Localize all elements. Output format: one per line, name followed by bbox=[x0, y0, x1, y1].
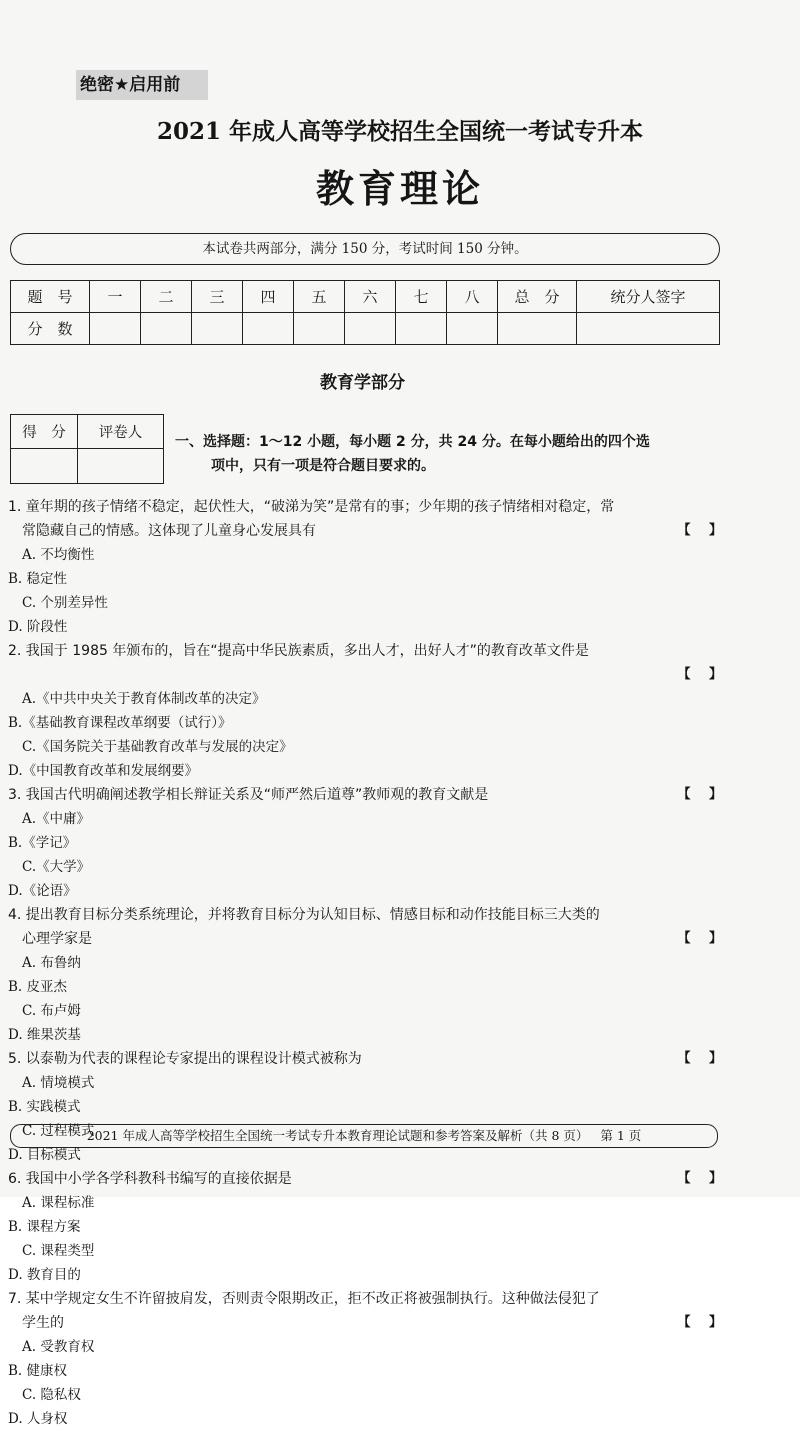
option-b[interactable]: B.《学记》 bbox=[8, 835, 77, 851]
score-input-cell[interactable] bbox=[498, 313, 577, 345]
option-b[interactable]: B. 皮亚杰 bbox=[8, 979, 68, 995]
question-stem-line: 学生的 bbox=[22, 1315, 64, 1331]
grader-score-label: 得 分 bbox=[11, 415, 78, 449]
footer-text: 2021 年成人高等学校招生全国统一考试专升本教育理论试题和参考答案及解析（共 8 页） bbox=[86, 1128, 589, 1143]
answer-bracket[interactable]: 【 】 bbox=[677, 523, 722, 538]
score-cell: 二 bbox=[141, 281, 192, 313]
option-c[interactable]: C.《大学》 bbox=[22, 859, 91, 875]
option-a[interactable]: A.《中共中央关于教育体制改革的决定》 bbox=[22, 691, 266, 707]
score-cell: 六 bbox=[345, 281, 396, 313]
option-a[interactable]: A. 受教育权 bbox=[22, 1339, 95, 1355]
option-b[interactable]: B. 课程方案 bbox=[8, 1219, 81, 1235]
grader-score-input[interactable] bbox=[11, 449, 78, 484]
answer-bracket[interactable]: 【 】 bbox=[677, 1171, 722, 1186]
option-d[interactable]: D.《论语》 bbox=[8, 883, 77, 899]
option-d[interactable]: D. 目标模式 bbox=[8, 1147, 81, 1163]
question-stem-line: 常隐藏自己的情感。这体现了儿童身心发展具有 bbox=[22, 523, 316, 539]
question-list bbox=[8, 495, 726, 1431]
option-b[interactable]: B.《基础教育课程改革纲要（试行）》 bbox=[8, 715, 232, 731]
question-stem-line: 3. 我国古代明确阐述教学相长辩证关系及“师严然后道尊”教师观的教育文献是 bbox=[8, 787, 489, 803]
question-stem-line: 2. 我国于 1985 年颁布的，旨在“提高中华民族素质，多出人才，出好人才”的教育改革文件是 bbox=[8, 643, 589, 659]
question-stem-line: 4. 提出教育目标分类系统理论，并将教育目标分为认知目标、情感目标和动作技能目标三大类的 bbox=[8, 907, 600, 923]
answer-bracket[interactable]: 【 】 bbox=[677, 667, 722, 682]
score-cell: 题 号 bbox=[11, 281, 90, 313]
option-a[interactable]: A. 不均衡性 bbox=[22, 547, 95, 563]
option-d[interactable]: D. 教育目的 bbox=[8, 1267, 81, 1283]
option-b[interactable]: B. 稳定性 bbox=[8, 571, 68, 587]
answer-bracket[interactable]: 【 】 bbox=[677, 1051, 722, 1066]
grader-name-label: 评卷人 bbox=[78, 415, 164, 449]
score-cell: 总 分 bbox=[498, 281, 577, 313]
score-input-cell[interactable] bbox=[294, 313, 345, 345]
score-input-cell[interactable] bbox=[192, 313, 243, 345]
option-b[interactable]: B. 实践模式 bbox=[8, 1099, 81, 1115]
option-c[interactable]: C. 过程模式 bbox=[22, 1123, 95, 1139]
answer-bracket[interactable]: 【 】 bbox=[677, 787, 722, 802]
question-5 bbox=[8, 1047, 726, 1167]
answer-bracket[interactable]: 【 】 bbox=[677, 1315, 722, 1330]
exam-title: 2021 年成人高等学校招生全国统一考试专升本 bbox=[156, 118, 644, 145]
score-input-cell[interactable] bbox=[243, 313, 294, 345]
score-cell: 四 bbox=[243, 281, 294, 313]
option-d[interactable]: D. 阶段性 bbox=[8, 619, 68, 635]
score-table-header-row bbox=[11, 281, 720, 313]
page-footer bbox=[10, 1124, 718, 1148]
score-cell: 三 bbox=[192, 281, 243, 313]
score-cell: 八 bbox=[447, 281, 498, 313]
question-2 bbox=[8, 639, 726, 783]
option-c[interactable]: C. 隐私权 bbox=[22, 1387, 81, 1403]
score-input-cell[interactable] bbox=[577, 313, 720, 345]
score-table-value-row bbox=[11, 313, 720, 345]
score-cell: 统分人签字 bbox=[577, 281, 720, 313]
question-3 bbox=[8, 783, 726, 903]
grader-table bbox=[10, 414, 164, 484]
option-c[interactable]: C. 个别差异性 bbox=[22, 595, 108, 611]
score-table bbox=[10, 280, 720, 345]
question-stem-line: 心理学家是 bbox=[22, 931, 92, 947]
instruction-line: 项中，只有一项是符合题目要求的。 bbox=[211, 458, 435, 474]
option-a[interactable]: A. 情境模式 bbox=[22, 1075, 95, 1091]
score-cell: 七 bbox=[396, 281, 447, 313]
question-stem-line: 6. 我国中小学各学科教科书编写的直接依据是 bbox=[8, 1171, 292, 1187]
grader-name-input[interactable] bbox=[78, 449, 164, 484]
exam-note: 本试卷共两部分，满分 150 分，考试时间 150 分钟。 bbox=[10, 233, 720, 265]
question-stem-line: 7. 某中学规定女生不许留披肩发，否则责令限期改正，拒不改正将被强制执行。这种做法侵犯了 bbox=[8, 1291, 600, 1307]
option-c[interactable]: C.《国务院关于基础教育改革与发展的决定》 bbox=[22, 739, 293, 755]
question-stem-line bbox=[8, 663, 726, 687]
question-stem-line: 1. 童年期的孩子情绪不稳定，起伏性大，“破涕为笑”是常有的事；少年期的孩子情绪相对稳定，常 bbox=[8, 499, 615, 515]
option-b[interactable]: B. 健康权 bbox=[8, 1363, 68, 1379]
confidential-label: 绝密★启用前 bbox=[76, 70, 208, 100]
subject-title: 教育理论 bbox=[315, 167, 484, 211]
option-a[interactable]: A. 课程标准 bbox=[22, 1195, 95, 1211]
section-title: 教育学部分 bbox=[320, 373, 405, 393]
answer-bracket[interactable]: 【 】 bbox=[677, 931, 722, 946]
score-input-cell[interactable] bbox=[396, 313, 447, 345]
score-input-cell[interactable] bbox=[345, 313, 396, 345]
question-6 bbox=[8, 1167, 726, 1287]
score-cell: 五 bbox=[294, 281, 345, 313]
page-number: 第 1 页 bbox=[600, 1128, 642, 1143]
score-input-cell[interactable] bbox=[447, 313, 498, 345]
option-c[interactable]: C. 布卢姆 bbox=[22, 1003, 81, 1019]
score-row-label: 分 数 bbox=[11, 313, 90, 345]
section-instruction bbox=[175, 430, 725, 478]
instruction-line: 一、选择题：1～12 小题，每小题 2 分，共 24 分。在每小题给出的四个选 bbox=[175, 434, 650, 450]
question-1 bbox=[8, 495, 726, 639]
option-a[interactable]: A.《中庸》 bbox=[22, 811, 91, 827]
question-stem-line: 5. 以泰勒为代表的课程论专家提出的课程设计模式被称为 bbox=[8, 1051, 362, 1067]
question-7 bbox=[8, 1287, 726, 1431]
score-input-cell[interactable] bbox=[141, 313, 192, 345]
score-cell: 一 bbox=[90, 281, 141, 313]
option-d[interactable]: D. 维果茨基 bbox=[8, 1027, 81, 1043]
option-c[interactable]: C. 课程类型 bbox=[22, 1243, 95, 1259]
option-a[interactable]: A. 布鲁纳 bbox=[22, 955, 81, 971]
question-4 bbox=[8, 903, 726, 1047]
option-d[interactable]: D. 人身权 bbox=[8, 1411, 68, 1427]
score-input-cell[interactable] bbox=[90, 313, 141, 345]
option-d[interactable]: D.《中国教育改革和发展纲要》 bbox=[8, 763, 199, 779]
